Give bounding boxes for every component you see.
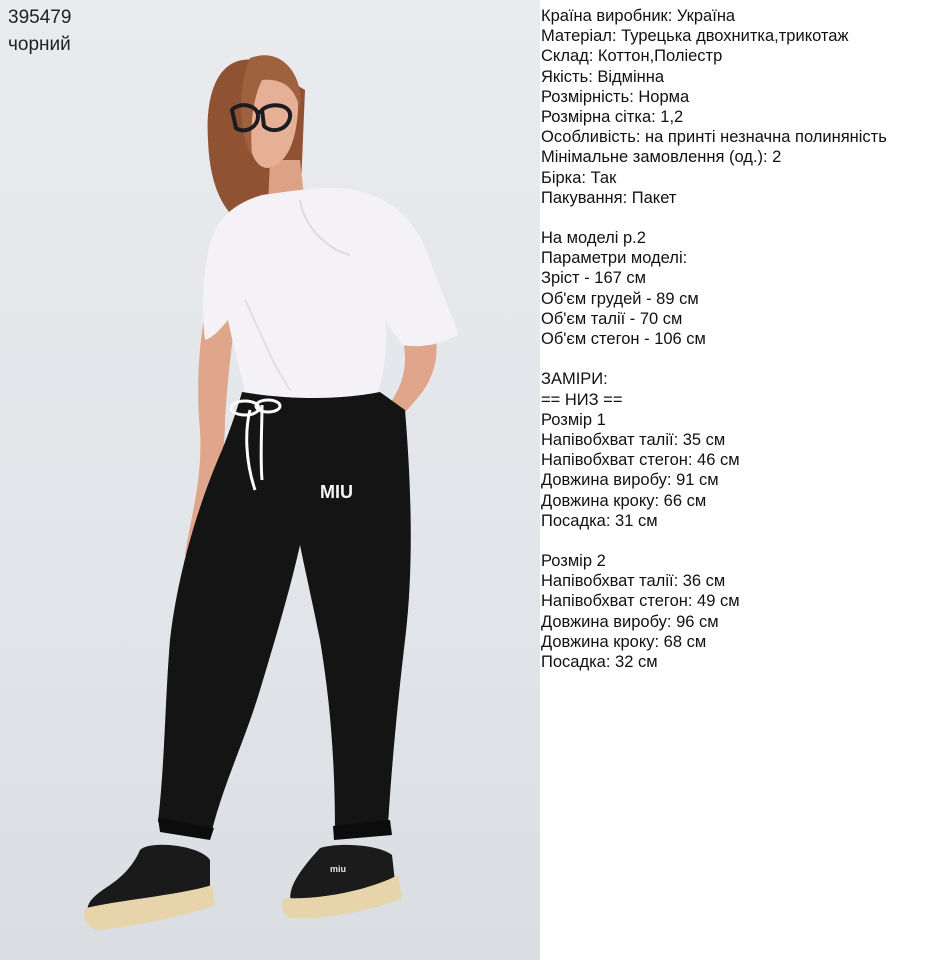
model-line: На моделі р.2	[541, 229, 646, 248]
product-description	[541, 6, 931, 672]
size-line: Посадка: 31 см	[541, 511, 658, 530]
size-title: Розмір 2	[541, 552, 606, 571]
spec-line: Мінімальне замовлення (од.): 2	[541, 148, 782, 167]
model-line: Об'єм талії - 70 см	[541, 309, 683, 328]
spec-line: Особливість: на принті незначна полиняність	[541, 128, 887, 147]
size-line: Напівобхват стегон: 49 см	[541, 592, 740, 611]
size-line: Довжина виробу: 91 см	[541, 471, 719, 490]
product-color: чорний	[8, 34, 71, 55]
model-line: Об'єм грудей - 89 см	[541, 289, 699, 308]
model-line: Об'єм стегон - 106 см	[541, 330, 706, 348]
spec-line: Склад: Коттон,Поліестр	[541, 47, 723, 66]
specs-list	[541, 6, 931, 208]
shoe-brand-text: miu	[330, 864, 347, 874]
size-title: Розмір 1	[541, 410, 606, 429]
model-line: Зріст - 167 см	[541, 269, 646, 288]
measurements-title: ЗАМІРИ:	[541, 370, 608, 389]
measurements-header	[541, 369, 931, 409]
size-line: Напівобхват стегон: 46 см	[541, 451, 740, 470]
measurements-subtitle: == НИЗ ==	[541, 390, 623, 409]
spec-line: Бірка: Так	[541, 168, 617, 187]
size-line: Посадка: 32 см	[541, 653, 658, 671]
size-line: Напівобхват талії: 35 см	[541, 430, 726, 449]
pants-print-text: MIU	[320, 482, 353, 502]
size-1-block	[541, 410, 931, 531]
size-2-block	[541, 551, 931, 672]
product-code: 395479	[8, 7, 72, 28]
spec-line: Розмірна сітка: 1,2	[541, 107, 684, 126]
size-line: Довжина кроку: 66 см	[541, 491, 707, 510]
size-line: Напівобхват талії: 36 см	[541, 572, 726, 591]
spec-line: Якість: Відмінна	[541, 67, 665, 86]
spec-line: Пакування: Пакет	[541, 188, 677, 207]
spec-line: Матеріал: Турецька двохнитка,трикотаж	[541, 27, 849, 46]
spec-line: Розмірність: Норма	[541, 87, 690, 106]
model-line: Параметри моделі:	[541, 249, 688, 268]
model-params	[541, 228, 931, 349]
spec-line: Країна виробник: Україна	[541, 7, 736, 25]
size-line: Довжина кроку: 68 см	[541, 632, 707, 651]
size-line: Довжина виробу: 96 см	[541, 612, 719, 631]
